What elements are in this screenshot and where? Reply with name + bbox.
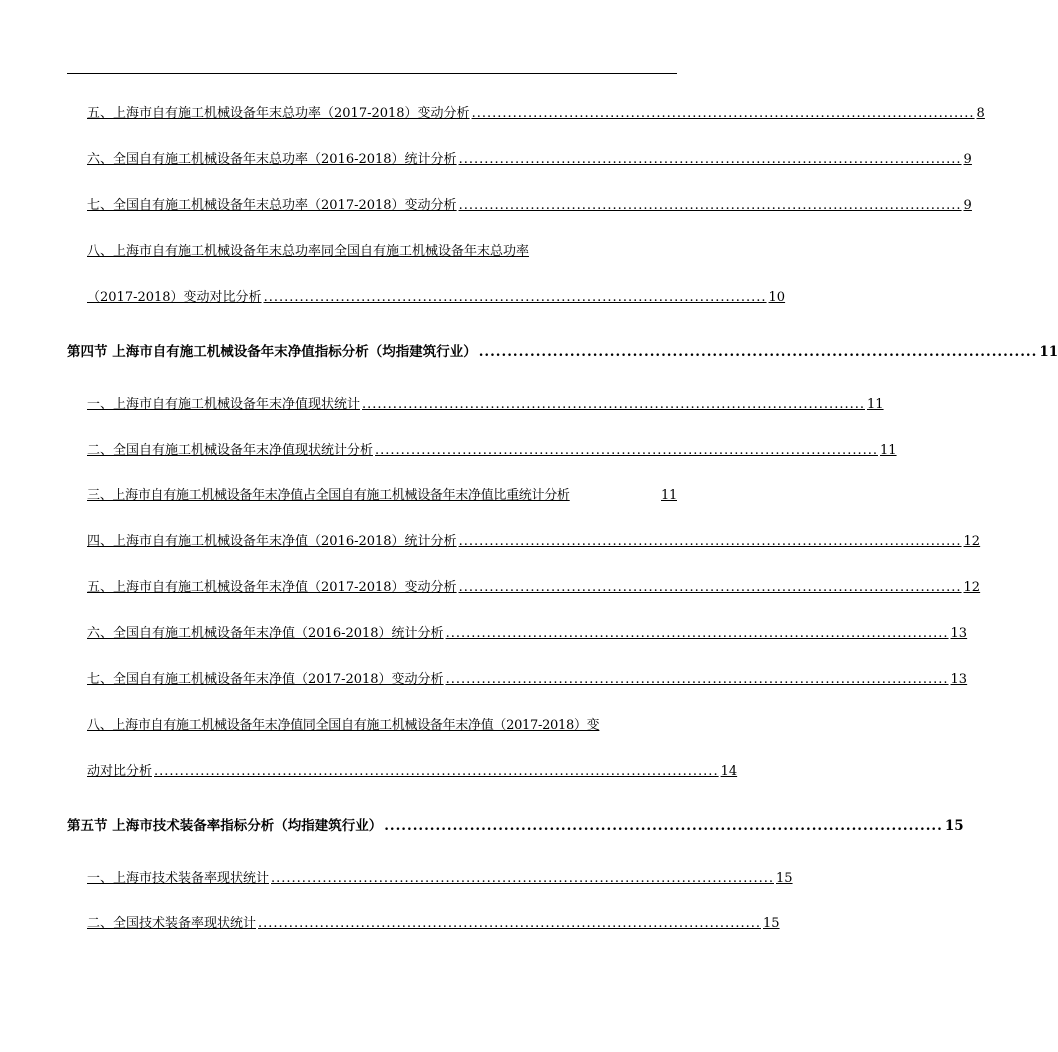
toc-entry-page: 8 [976, 106, 985, 121]
toc-entry[interactable] [87, 532, 981, 552]
toc-leader-dots: .................................................................................................. [458, 152, 962, 167]
toc-entry-title-continued: （2017-2018）变动对比分析 [87, 290, 262, 305]
toc-entry[interactable] [87, 624, 968, 644]
toc-leader-dots: .................................................................................................. [271, 871, 774, 886]
toc-entry-page: 10 [768, 290, 786, 305]
toc-leader-dots: .................................................................................................. [478, 344, 1038, 360]
toc-entry-page: 11 [866, 397, 884, 412]
toc-entry-page: 12 [963, 580, 981, 595]
toc-entry-page: 15 [762, 916, 780, 931]
toc-entry-title: 五、上海市自有施工机械设备年末总功率（2017-2018）变动分析 [87, 106, 470, 121]
toc-entry[interactable] [87, 150, 972, 170]
toc-section-page: 11 [1039, 344, 1058, 360]
toc-entry-page: 12 [963, 534, 981, 549]
toc-entry-title: 八、上海市自有施工机械设备年末净值同全国自有施工机械设备年末净值（2017-2018）变 [87, 718, 600, 733]
toc-section-title: 第四节 上海市自有施工机械设备年末净值指标分析（均指建筑行业） [67, 344, 477, 360]
toc-entry-page: 9 [963, 198, 972, 213]
toc-entry-page: 13 [950, 672, 968, 687]
toc-entry-line1[interactable] [87, 716, 677, 736]
toc-entry[interactable] [87, 395, 884, 415]
toc-entry-page: 11 [879, 443, 897, 458]
toc-entry[interactable] [87, 104, 985, 124]
toc-entry-title: 一、上海市技术装备率现状统计 [87, 871, 270, 886]
toc-entry-title: 四、上海市自有施工机械设备年末净值（2016-2018）统计分析 [87, 534, 457, 549]
toc-entry[interactable] [87, 670, 968, 690]
toc-entry-page: 15 [775, 871, 793, 886]
toc-entry-line2[interactable] [87, 762, 738, 782]
toc-entry-page: 9 [963, 152, 972, 167]
toc-entry-title: 二、全国技术装备率现状统计 [87, 916, 257, 931]
toc-entry[interactable] [87, 869, 793, 889]
toc-section-page: 15 [944, 818, 964, 834]
toc-entry-title: 三、上海市自有施工机械设备年末净值占全国自有施工机械设备年末净值比重统计分析 [87, 488, 570, 503]
toc-leader-dots: .................................................................................................. [445, 672, 949, 687]
toc-entry[interactable] [87, 486, 677, 506]
toc-entry-title: 七、全国自有施工机械设备年末净值（2017-2018）变动分析 [87, 672, 444, 687]
toc-entry[interactable] [87, 914, 780, 934]
toc-entry-title-continued: 动对比分析 [87, 764, 153, 779]
toc-entry-title: 六、全国自有施工机械设备年末净值（2016-2018）统计分析 [87, 626, 444, 641]
toc-entry[interactable] [87, 196, 972, 216]
toc-leader-dots: .................................................................................................. [471, 106, 975, 121]
toc-section-heading[interactable] [67, 342, 1058, 362]
toc-entry-title: 二、全国自有施工机械设备年末净值现状统计分析 [87, 443, 374, 458]
toc-section-title: 第五节 上海市技术装备率指标分析（均指建筑行业） [67, 818, 383, 834]
toc-section-heading[interactable] [67, 816, 964, 836]
toc-entry[interactable] [87, 441, 897, 461]
toc-leader-dots: .................................................................................................. [458, 198, 962, 213]
toc-leader-dots: .................................................................................................. [263, 290, 767, 305]
toc-leader-dots: .................................................................................................. [362, 397, 865, 412]
toc-entry-page: 11 [661, 488, 677, 503]
toc-leader-dots: .................................................................................................. [375, 443, 878, 458]
toc-entry-title: 八、上海市自有施工机械设备年末总功率同全国自有施工机械设备年末总功率 [87, 244, 530, 259]
toc-entry-line2[interactable] [87, 288, 786, 308]
toc-leader-dots: .................................................................................................. [258, 916, 761, 931]
toc-entry-title: 五、上海市自有施工机械设备年末净值（2017-2018）变动分析 [87, 580, 457, 595]
toc-leader-dots: .................................................................................................. [458, 534, 962, 549]
toc-leader-dots: .................................................................................................. [384, 818, 943, 834]
toc-entry-line1[interactable] [87, 242, 677, 262]
toc-entry-page: 14 [720, 764, 738, 779]
toc-entry-title: 一、上海市自有施工机械设备年末净值现状统计 [87, 397, 361, 412]
toc-leader-dots: .................................................................................................. [458, 580, 962, 595]
toc-leader-dots: .............................................................................................................. [154, 764, 719, 779]
toc-leader-dots: .................................................................................................. [445, 626, 949, 641]
toc-entry[interactable] [87, 578, 981, 598]
toc-entry-title: 七、全国自有施工机械设备年末总功率（2017-2018）变动分析 [87, 198, 457, 213]
toc-entry-title: 六、全国自有施工机械设备年末总功率（2016-2018）统计分析 [87, 152, 457, 167]
toc-entry-page: 13 [950, 626, 968, 641]
